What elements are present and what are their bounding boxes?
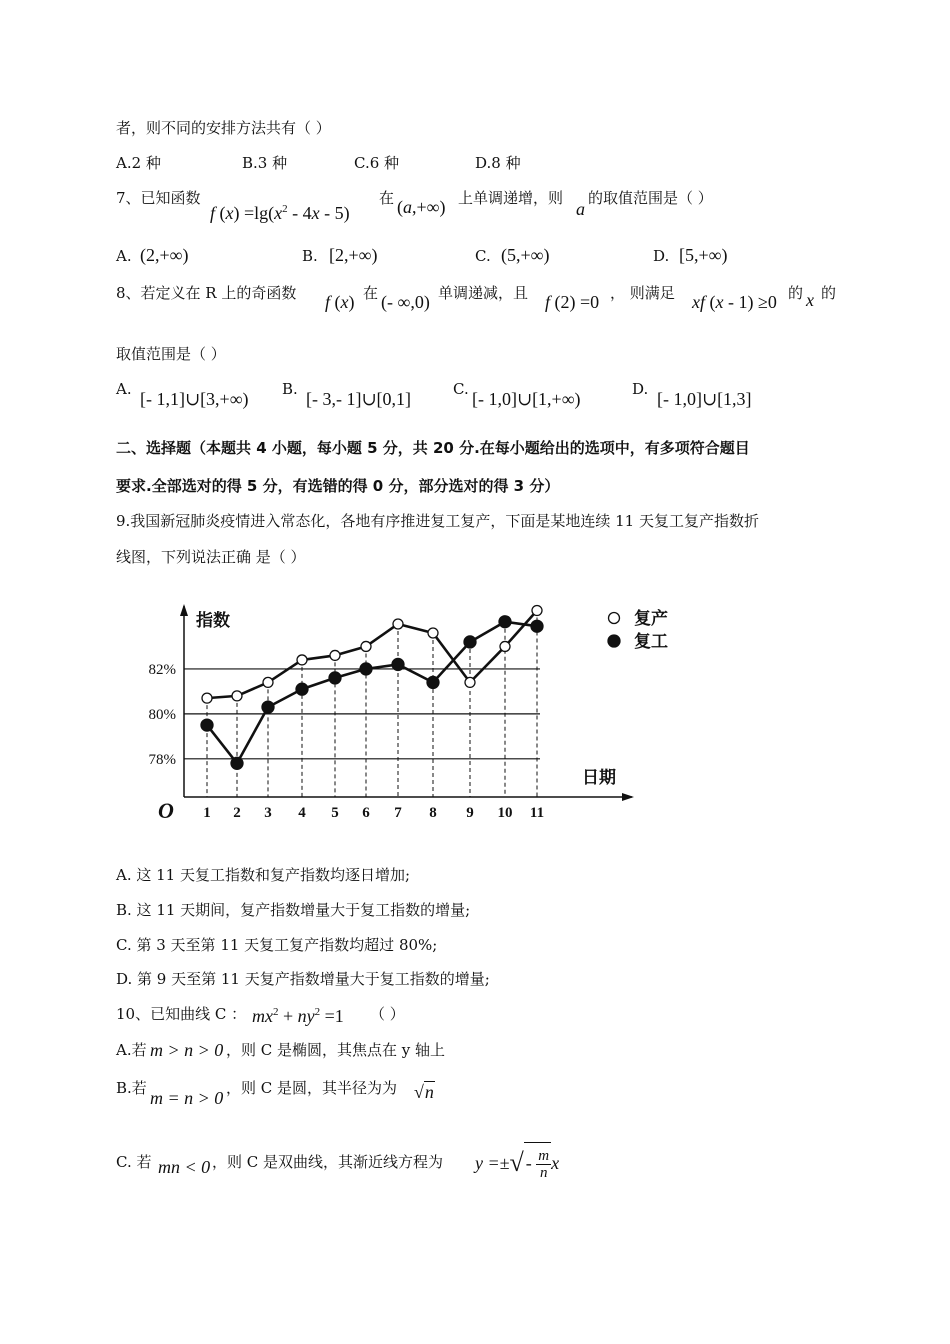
q8-var-x: x [806, 290, 814, 310]
legend-marker-fuchan [609, 613, 620, 624]
q6-option-c: C.6 种 [354, 154, 400, 172]
q8-condition: f (2) =0 [545, 292, 600, 312]
q10-option-b-radical: √n [414, 1082, 434, 1102]
x-tick-label: 8 [429, 805, 437, 821]
fugong-point-9 [464, 636, 476, 648]
fuchan-point-5 [330, 650, 340, 660]
q7-var-a: a [576, 199, 585, 219]
q10-option-a-text: ，则 C 是椭圆，其焦点在 y 轴上 [226, 1041, 446, 1059]
q7-label-d: D. [653, 247, 670, 265]
fugong-point-4 [296, 683, 308, 695]
fuchan-point-4 [297, 655, 307, 665]
fugong-point-11 [531, 620, 543, 632]
q8-option-c: [- 1,0]∪[1,+∞) [472, 389, 581, 409]
x-tick-label: 11 [529, 805, 545, 821]
fuchan-point-11 [532, 605, 542, 615]
legend-label-fuchan: 复产 [634, 609, 668, 629]
fugong-point-10 [499, 616, 511, 628]
q10-option-c-text: ，则 C 是双曲线，其渐近线方程为 [212, 1153, 444, 1171]
q6-option-d: D.8 种 [475, 154, 521, 172]
q7-function: f $(x) =\lg(x^2 - 4x - 5)$ [210, 203, 350, 223]
fugong-point-6 [360, 663, 372, 675]
fuchan-point-2 [232, 691, 242, 701]
q10-option-c-x: x [551, 1153, 560, 1173]
y-tick-label: 78% [148, 751, 176, 768]
section2-heading-line1: 二、选择题（本题共 4 小题，每小题 5 分，共 20 分.在每小题给出的选项中，有多项符合题目 [116, 439, 750, 457]
x-tick-label: 9 [466, 805, 474, 821]
q10-option-b-radicand: n [424, 1082, 434, 1102]
y-axis-label: 指数 [196, 611, 230, 631]
q7-label-a: A. [116, 247, 132, 265]
q10-option-b-math: m = n > 0 [150, 1088, 224, 1108]
q8-stem-line2: 取值范围是（ ） [116, 345, 226, 363]
q10-option-c-denominator: n [539, 1165, 548, 1182]
q10-option-c-numerator: m [538, 1148, 550, 1165]
q10-stem-a: 10、已知曲线 C ： [116, 1005, 247, 1023]
x-tick-label: 10 [497, 805, 513, 821]
fugong-point-2 [231, 757, 243, 769]
fugong-point-8 [427, 676, 439, 688]
y-tick-label: 80% [148, 706, 176, 723]
q10-option-a-prefix: A.若 [116, 1041, 147, 1059]
q7-option-a: (2,+∞) [140, 245, 189, 265]
q10-curve: $mx^2 + ny^2 =1$ [252, 1006, 344, 1026]
fuchan-point-9 [465, 677, 475, 687]
q10-option-c-y: y =± [475, 1153, 510, 1173]
fuchan-point-10 [500, 641, 510, 651]
q8-function: f (x) [325, 292, 355, 312]
section2-heading-line2: 要求.全部选对的得 5 分，有选错的得 0 分，部分选对的得 3 分） [116, 477, 560, 495]
q7-interval: (a,+∞) [397, 197, 446, 217]
legend-label-fugong: 复工 [634, 632, 668, 652]
x-axis-label: 日期 [582, 768, 616, 788]
q7-stem-c: 上单调递增，则 [458, 189, 564, 207]
q7-stem-b: 在 [379, 189, 395, 207]
index-line-chart [140, 596, 668, 836]
q8-inequality: xf (x - 1) ≥0 [692, 292, 777, 312]
q9-option-c: C. 第 3 天至第 11 天复工复产指数均超过 80%; [116, 936, 438, 954]
fugong-point-5 [329, 672, 341, 684]
x-tick-label: 1 [203, 805, 211, 821]
q10-option-c-prefix: C. 若 [116, 1153, 152, 1171]
q9-stem-line1: 9.我国新冠肺炎疫情进入常态化，各地有序推进复工复产，下面是某地连续 11 天复工复产指数折 [116, 512, 759, 530]
fuchan-point-3 [263, 677, 273, 687]
q9-stem-line2: 线图，下列说法正确 是（ ） [116, 548, 306, 566]
q7-label-b: B. [302, 247, 318, 265]
q8-stem-c: 单调递减，且 [438, 284, 529, 302]
q8-option-d: [- 1,0]∪[1,3] [657, 389, 752, 409]
q6-option-b: B.3 种 [242, 154, 288, 172]
q8-stem-e: 的 [788, 284, 804, 302]
q10-option-a-math: m > n > 0 [150, 1040, 224, 1060]
x-tick-label: 6 [362, 805, 370, 821]
q9-option-b: B. 这 11 天期间，复产指数增量大于复工指数的增量; [116, 901, 471, 919]
q9-option-d: D. 第 9 天至第 11 天复产指数增量大于复工指数的增量; [116, 970, 490, 988]
q7-label-c: C. [475, 247, 491, 265]
fuchan-point-8 [428, 628, 438, 638]
q8-stem-b: 在 [363, 284, 379, 302]
q8-option-b: [- 3,- 1]∪[0,1] [306, 389, 412, 409]
fuchan-point-1 [202, 693, 212, 703]
q8-stem-f: 的 [821, 284, 837, 302]
fuchan-point-6 [361, 641, 371, 651]
q9-option-a: A. 这 11 天复工指数和复产指数均逐日增加; [116, 866, 411, 884]
x-tick-label: 4 [298, 805, 306, 821]
x-tick-label: 5 [331, 805, 339, 821]
x-tick-label: 2 [233, 805, 241, 821]
origin-label: O [158, 798, 174, 823]
x-axis-arrow [622, 793, 634, 801]
legend-marker-fugong [608, 635, 620, 647]
q8-label-a: A. [116, 380, 132, 398]
q8-label-c: C. [453, 380, 469, 398]
y-tick-label: 82% [148, 661, 176, 678]
q7-option-b: [2,+∞) [329, 245, 378, 265]
q6-option-a: A.2 种 [116, 154, 161, 172]
q6-stem-tail: 者，则不同的安排方法共有（ ） [116, 119, 331, 137]
x-tick-label: 3 [264, 805, 272, 821]
q10-option-b-prefix: B.若 [116, 1079, 147, 1097]
q10-option-c-math: mn < 0 [158, 1157, 211, 1177]
q8-label-b: B. [282, 380, 298, 398]
q8-interval: (- ∞,0) [381, 292, 430, 312]
q7-option-d: [5,+∞) [679, 245, 728, 265]
q8-stem-a: 8、若定义在 R 上的奇函数 [116, 284, 297, 302]
fugong-point-7 [392, 658, 404, 670]
q8-option-a: [- 1,1]∪[3,+∞) [140, 389, 249, 409]
q8-stem-d: ， 则满足 [610, 284, 675, 302]
fuchan-point-7 [393, 619, 403, 629]
series-line-fuchan [207, 610, 537, 698]
y-axis-arrow [180, 604, 188, 616]
x-tick-label: 7 [394, 805, 402, 821]
q7-stem-d: 的取值范围是（ ） [588, 189, 713, 207]
q10-option-c-asymptote: y =±√ - $\frac{m}{n}$ x [475, 1142, 559, 1183]
fugong-point-1 [201, 719, 213, 731]
q7-stem-a: 7、已知函数 [116, 189, 201, 207]
q10-option-b-text: ，则 C 是圆，其半径为为 [226, 1079, 398, 1097]
fugong-point-3 [262, 701, 274, 713]
q8-label-d: D. [632, 380, 649, 398]
q10-stem-b: （ ） [370, 1005, 405, 1023]
q7-option-c: (5,+∞) [501, 245, 550, 265]
